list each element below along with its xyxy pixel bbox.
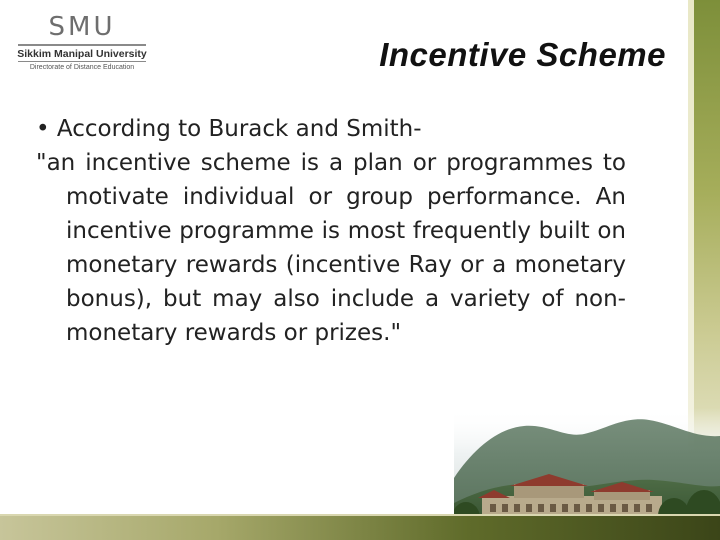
logo-subtitle: Directorate of Distance Education — [29, 64, 135, 71]
slide-title: Incentive Scheme — [379, 36, 666, 73]
bullet-point: • According to Burack and Smith- — [36, 116, 422, 142]
logo-name: Sikkim Manipal University — [17, 48, 147, 60]
logo-divider — [18, 44, 146, 46]
logo-mark: SMU — [48, 12, 116, 42]
definition-quote: "an incentive scheme is a plan or programmes to motivate individual or group performance. An incentive programme is most frequently built on monetary rewards (incentive Ray or a monetary bonus), but may also include a variety of non-monetary rewards or prizes." — [36, 150, 626, 346]
slide-body — [36, 112, 626, 350]
university-logo — [12, 12, 152, 72]
logo-divider-2 — [18, 61, 146, 62]
bottom-decorative-bar — [0, 516, 720, 540]
